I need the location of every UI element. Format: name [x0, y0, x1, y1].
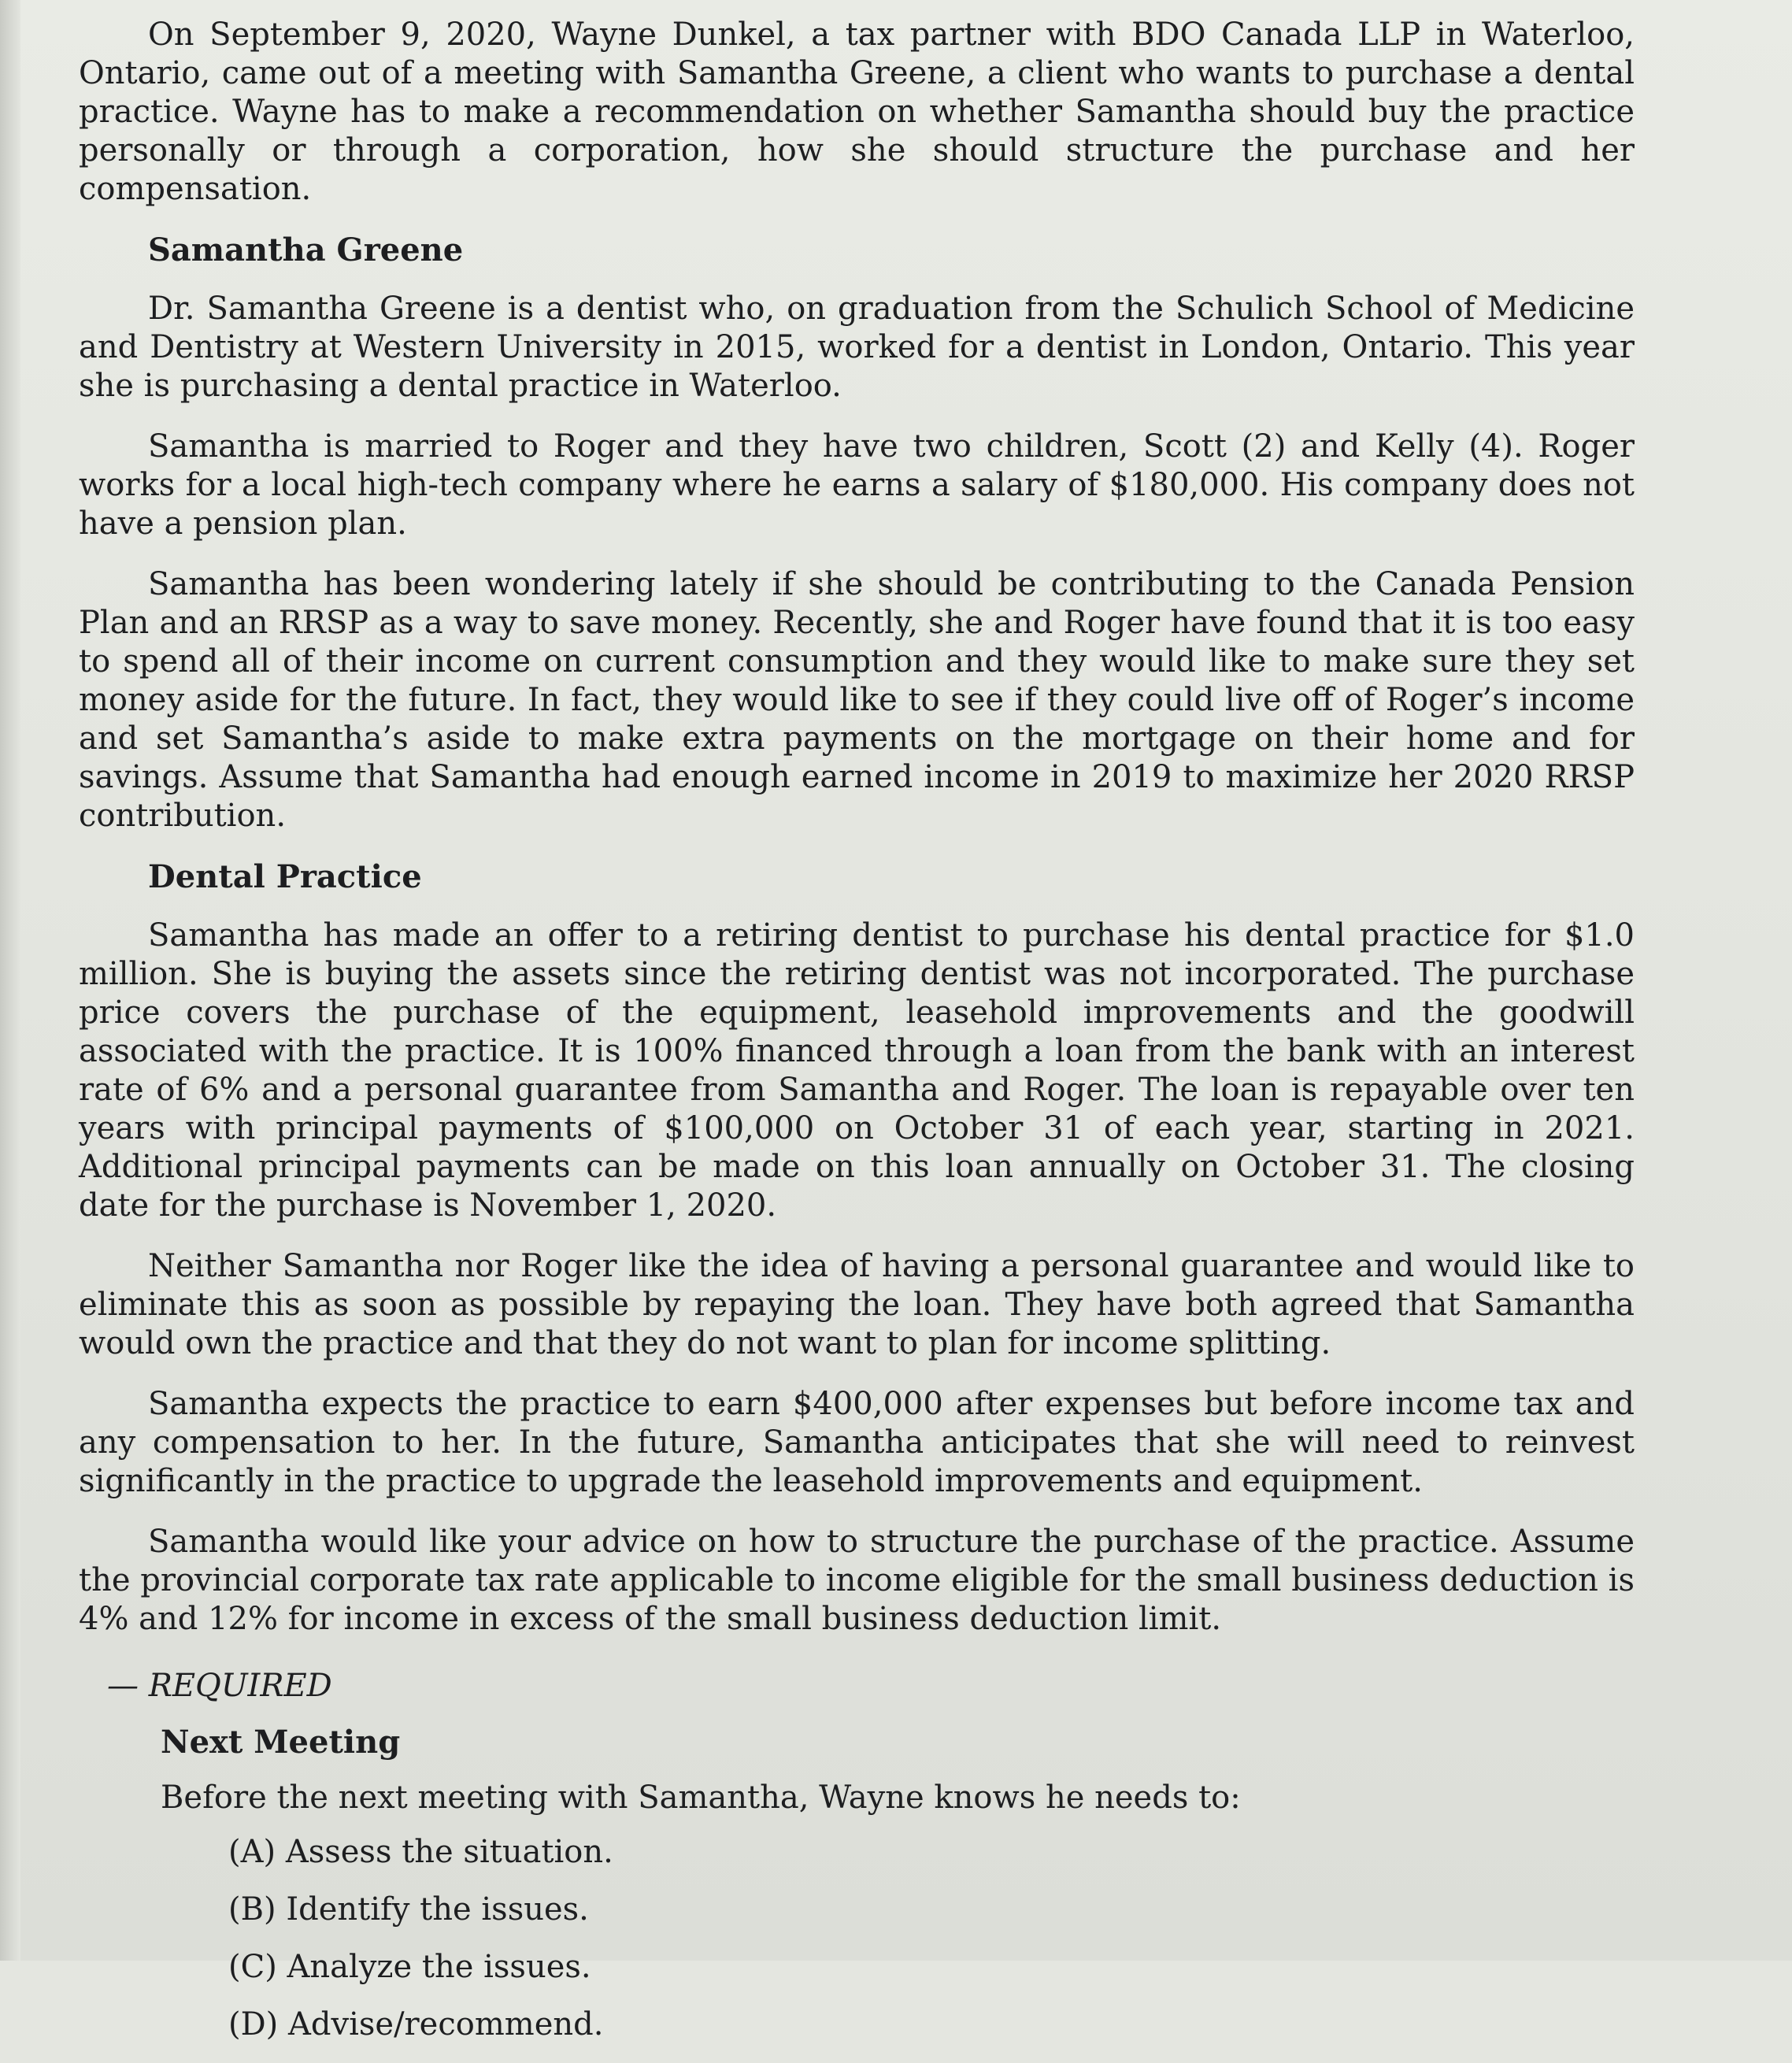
task-item: (C) Analyze the issues. [228, 1949, 591, 1985]
page-edge-shadow [0, 0, 20, 1961]
next-meeting-heading: Next Meeting [161, 1724, 401, 1761]
guarantee-paragraph: Neither Samantha nor Roger like the idea of having a personal guarantee and would like to eliminate this as soon as possible by repaying the loan. They have both agreed that Samantha would own the practice and that they do not want to plan for income splitting. [79, 1248, 1635, 1361]
savings-paragraph: Samantha has been wondering lately if she should be contributing to the Canada Pension Plan and an RRSP as a way to save money. Recently, she and Roger have found that it is too easy to spend all of their income on current consumption and they would like to make sure they set money aside for the future. In fact, they would like to see if they could live off of Roger’s income and set Samantha’s aside to make extra payments on the mortgage on their home and for savings. Assume that Samantha had enough earned income in 2019 to maximize her 2020 RRSP contribution. [79, 566, 1635, 834]
family-paragraph: Samantha is married to Roger and they have two children, Scott (2) and Kelly (4). Roger works for a local high-tech company where he earns a salary of $180,000. His company does not have a pension plan. [79, 428, 1635, 542]
intro-paragraph: On September 9, 2020, Wayne Dunkel, a tax partner with BDO Canada LLP in Waterloo, Ontario, came out of a meeting with Samantha Greene, a client who wants to purchase a dental practice. Wayne has to make a recommendation on whether Samantha should buy the practice personally or through a corporation, how she should structure the purchase and her compensation. [79, 17, 1635, 207]
section-heading-samantha-greene: Samantha Greene [148, 231, 464, 269]
task-item: (B) Identify the issues. [228, 1891, 589, 1928]
advice-paragraph: Samantha would like your advice on how to structure the purchase of the practice. Assume the provincial corporate tax rate applicable to income eligible for the small business deduction is 4% and 12% for income in excess of the small business deduction limit. [79, 1524, 1635, 1637]
next-meeting-intro: Before the next meeting with Samantha, Wayne knows he needs to: [161, 1780, 1241, 1816]
purchase-paragraph: Samantha has made an offer to a retiring dentist to purchase his dental practice for $1.0 million. She is buying the assets since the retiring dentist was not incorporated. The purchase price covers the purchase of the equipment, leasehold improvements and the goodwill associated with the practice. It is 100% financed through a loan from the bank with an interest rate of 6% and a personal guarantee from Samantha and Roger. The loan is repayable over ten years with principal payments of $100,000 on October 31 of each year, starting in 2021. Additional principal payments can be made on this loan annually on October 31. The closing date for the purchase is November 1, 2020. [79, 917, 1635, 1224]
background-paragraph: Dr. Samantha Greene is a dentist who, on graduation from the Schulich School of Medicine and Dentistry at Western University in 2015, worked for a dentist in London, Ontario. This year she is purchasing a dental practice in Waterloo. [79, 291, 1635, 404]
required-label: — REQUIRED [107, 1668, 332, 1704]
task-item: (D) Advise/recommend. [228, 2006, 604, 2043]
case-text [79, 16, 1635, 2063]
earnings-paragraph: Samantha expects the practice to earn $400,000 after expenses but before income tax and any compensation to her. In the future, Samantha anticipates that she will need to reinvest significantly in the practice to upgrade the leasehold improvements and equipment. [79, 1386, 1635, 1499]
task-item: (A) Assess the situation. [228, 1834, 613, 1870]
section-heading-dental-practice: Dental Practice [148, 858, 422, 895]
